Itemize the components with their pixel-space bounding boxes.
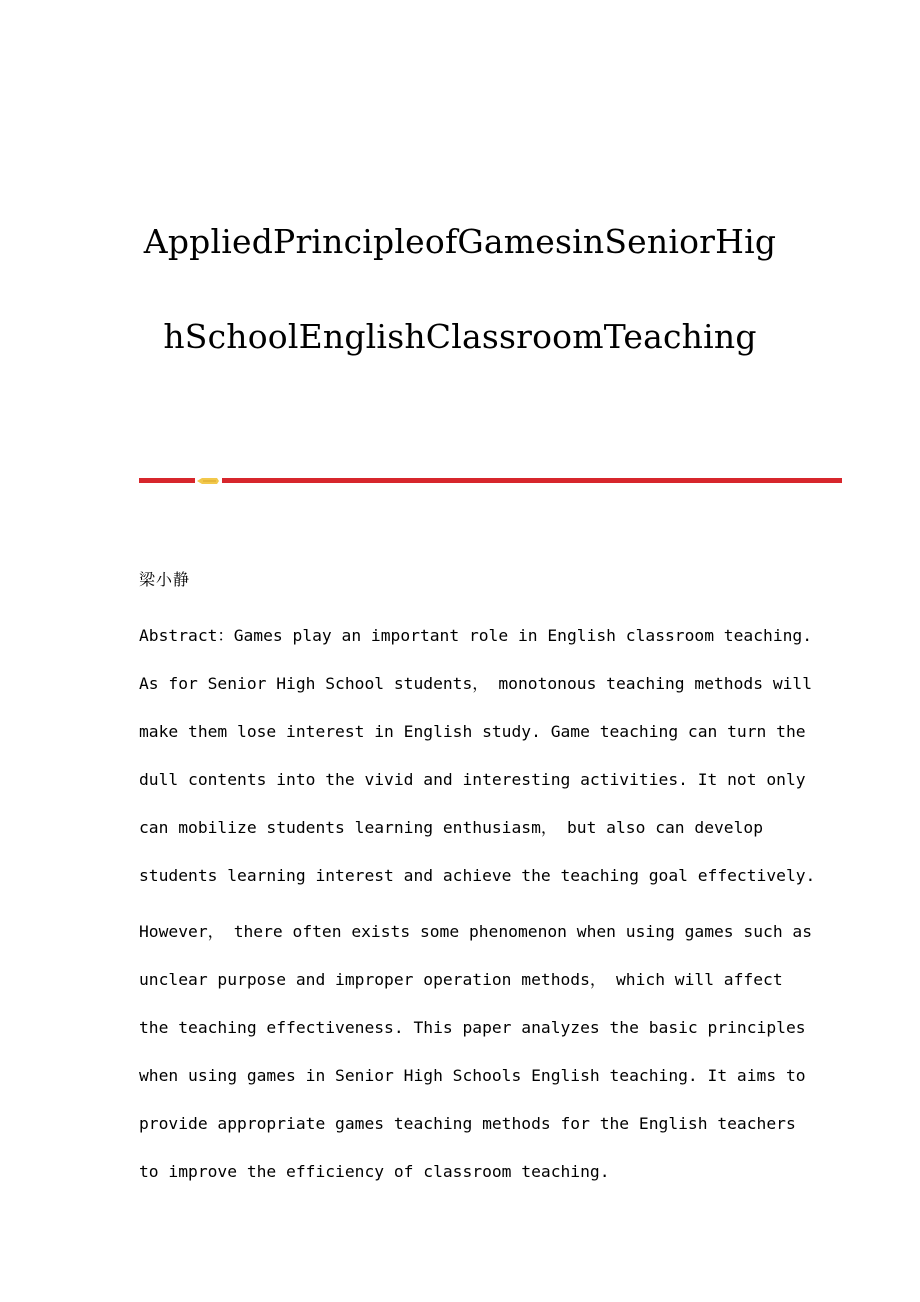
abstract-line: make them lose interest in English study. Game teaching can turn the	[139, 722, 806, 741]
abstract-line: unclear purpose and improper operation methods， which will affect	[139, 970, 783, 989]
document-title-line-2: hSchoolEnglishClassroomTeaching	[163, 317, 757, 356]
abstract-line: provide appropriate games teaching methods for the English teachers	[139, 1114, 796, 1133]
abstract-line: when using games in Senior High Schools English teaching. It aims to	[139, 1066, 806, 1085]
document-title-line-1: AppliedPrincipleofGamesinSeniorHig	[143, 222, 777, 261]
abstract-line: Abstract：Games play an important role in English classroom teaching.	[139, 626, 813, 645]
abstract-line: However， there often exists some phenomenon when using games such as	[139, 922, 813, 941]
abstract-line: the teaching effectiveness. This paper analyzes the basic principles	[139, 1018, 806, 1037]
abstract-line: can mobilize students learning enthusiasm， but also can develop	[139, 818, 764, 837]
title-divider-right	[222, 478, 842, 483]
abstract-line: to improve the efficiency of classroom teaching.	[139, 1162, 610, 1181]
author-name: 梁小静	[139, 570, 191, 589]
abstract-line: students learning interest and achieve the teaching goal effectively.	[139, 866, 816, 885]
title-divider-left	[139, 478, 195, 483]
abstract-line: dull contents into the vivid and interesting activities. It not only	[139, 770, 806, 789]
abstract-line: As for Senior High School students， monotonous teaching methods will	[139, 674, 813, 693]
pencil-icon	[197, 477, 219, 485]
